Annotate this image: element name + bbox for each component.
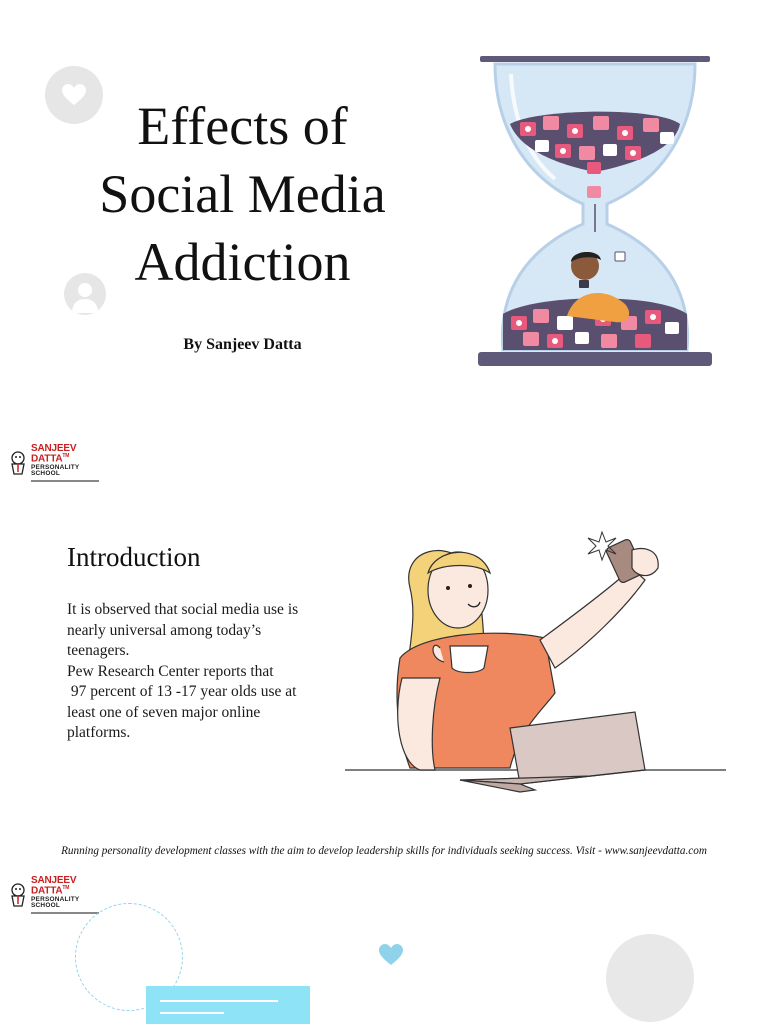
company-logo-2 (8, 875, 110, 910)
intro-line-3: 97 percent of 13 -17 year olds use at least one of seven major online platforms. (67, 683, 301, 741)
logo-brand-text: SANJEEV DATTA™ (31, 875, 77, 897)
title-line-2: Social Media (99, 164, 386, 224)
logo-tagline-bar (31, 912, 99, 914)
selfie-illustration (340, 528, 730, 798)
presentation-title (70, 92, 415, 296)
logo-brand-text: SANJEEV DATTA™ (31, 443, 77, 465)
logo-school-text: PERSONALITY SCHOOL (31, 463, 80, 478)
title-line-3: Addiction (134, 232, 351, 292)
hourglass-illustration (475, 54, 715, 370)
company-logo (8, 443, 110, 478)
intro-line-1: It is observed that social media use is nearly universal among today’s teenagers. (67, 601, 299, 659)
title-slide (0, 0, 768, 420)
logo-tagline-bar (31, 480, 99, 482)
logo-school-text: PERSONALITY SCHOOL (31, 895, 80, 910)
section-heading: Introduction (67, 542, 201, 572)
footer-note: Running personality development classes with the aim to develop leadership skills for individuals seeking success. Visit - www.sanjeevdatta.com (61, 845, 707, 857)
title-line-1: Effects of (137, 96, 348, 156)
logo-mascot-icon (8, 450, 28, 476)
cyan-banner (146, 986, 310, 1024)
intro-line-2: Pew Research Center reports that (67, 662, 274, 680)
grey-circle-decoration (606, 934, 694, 1022)
intro-paragraph (67, 600, 317, 744)
heart-icon (378, 943, 404, 967)
author-byline: By Sanjeev Datta (183, 336, 302, 353)
banner-line-2 (160, 1012, 224, 1014)
logo-mascot-icon (8, 882, 28, 908)
banner-line-1 (160, 1000, 278, 1002)
